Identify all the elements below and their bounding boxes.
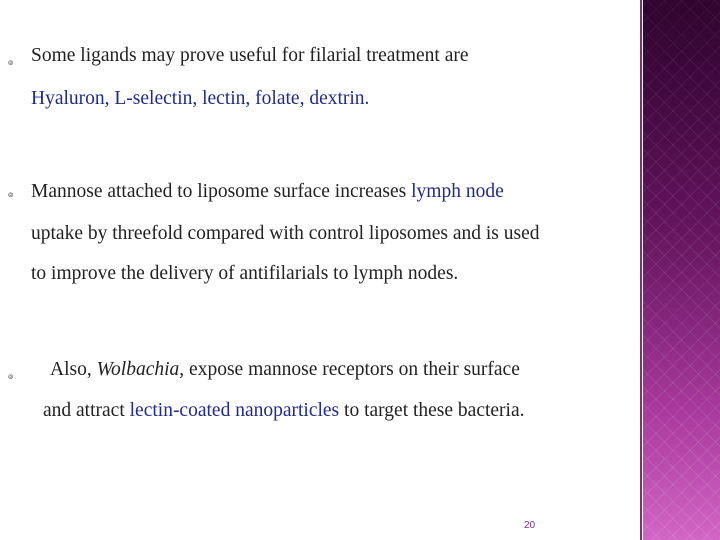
bullet-2-line-2: uptake by threefold compared with control liposomes and is used xyxy=(31,223,540,244)
bullet-3-line-2-text-a: and attract xyxy=(43,400,130,421)
bullet-3-line-1 xyxy=(50,358,520,382)
bullet-3-line-1-text-c: , expose mannose receptors on their surface xyxy=(179,359,520,380)
bullet-3-italic-wolbachia: Wolbachia xyxy=(96,359,180,380)
bullet-2-line-3: to improve the delivery of antifilarials to lymph nodes. xyxy=(31,263,459,284)
bullet-3-highlight-nanoparticles: lectin-coated nanoparticles xyxy=(129,400,340,421)
bullet-1-line-1: Some ligands may prove useful for filarial treatment are xyxy=(31,45,469,66)
side-divider xyxy=(640,0,642,540)
bullet-3-line-1-text-a: Also, xyxy=(50,359,97,380)
bullet-2-line-1-text: Mannose attached to liposome surface increases xyxy=(31,181,412,202)
bullet-1-line-2: Hyaluron, L-selectin, lectin, folate, dextrin. xyxy=(31,88,370,109)
bullet-2-line-1 xyxy=(31,180,504,204)
bullet-icon: ๏ xyxy=(8,371,14,381)
bullet-icon: ๏ xyxy=(8,189,14,199)
decorative-side-band xyxy=(643,0,720,540)
page-number: 20 xyxy=(524,520,536,531)
bullet-3-line-2 xyxy=(43,399,525,423)
bullet-3-line-2-text-c: to target these bacteria. xyxy=(339,400,525,421)
bullet-icon: ๏ xyxy=(8,57,14,67)
bullet-2-highlight-lymph-node: lymph node xyxy=(411,181,504,202)
